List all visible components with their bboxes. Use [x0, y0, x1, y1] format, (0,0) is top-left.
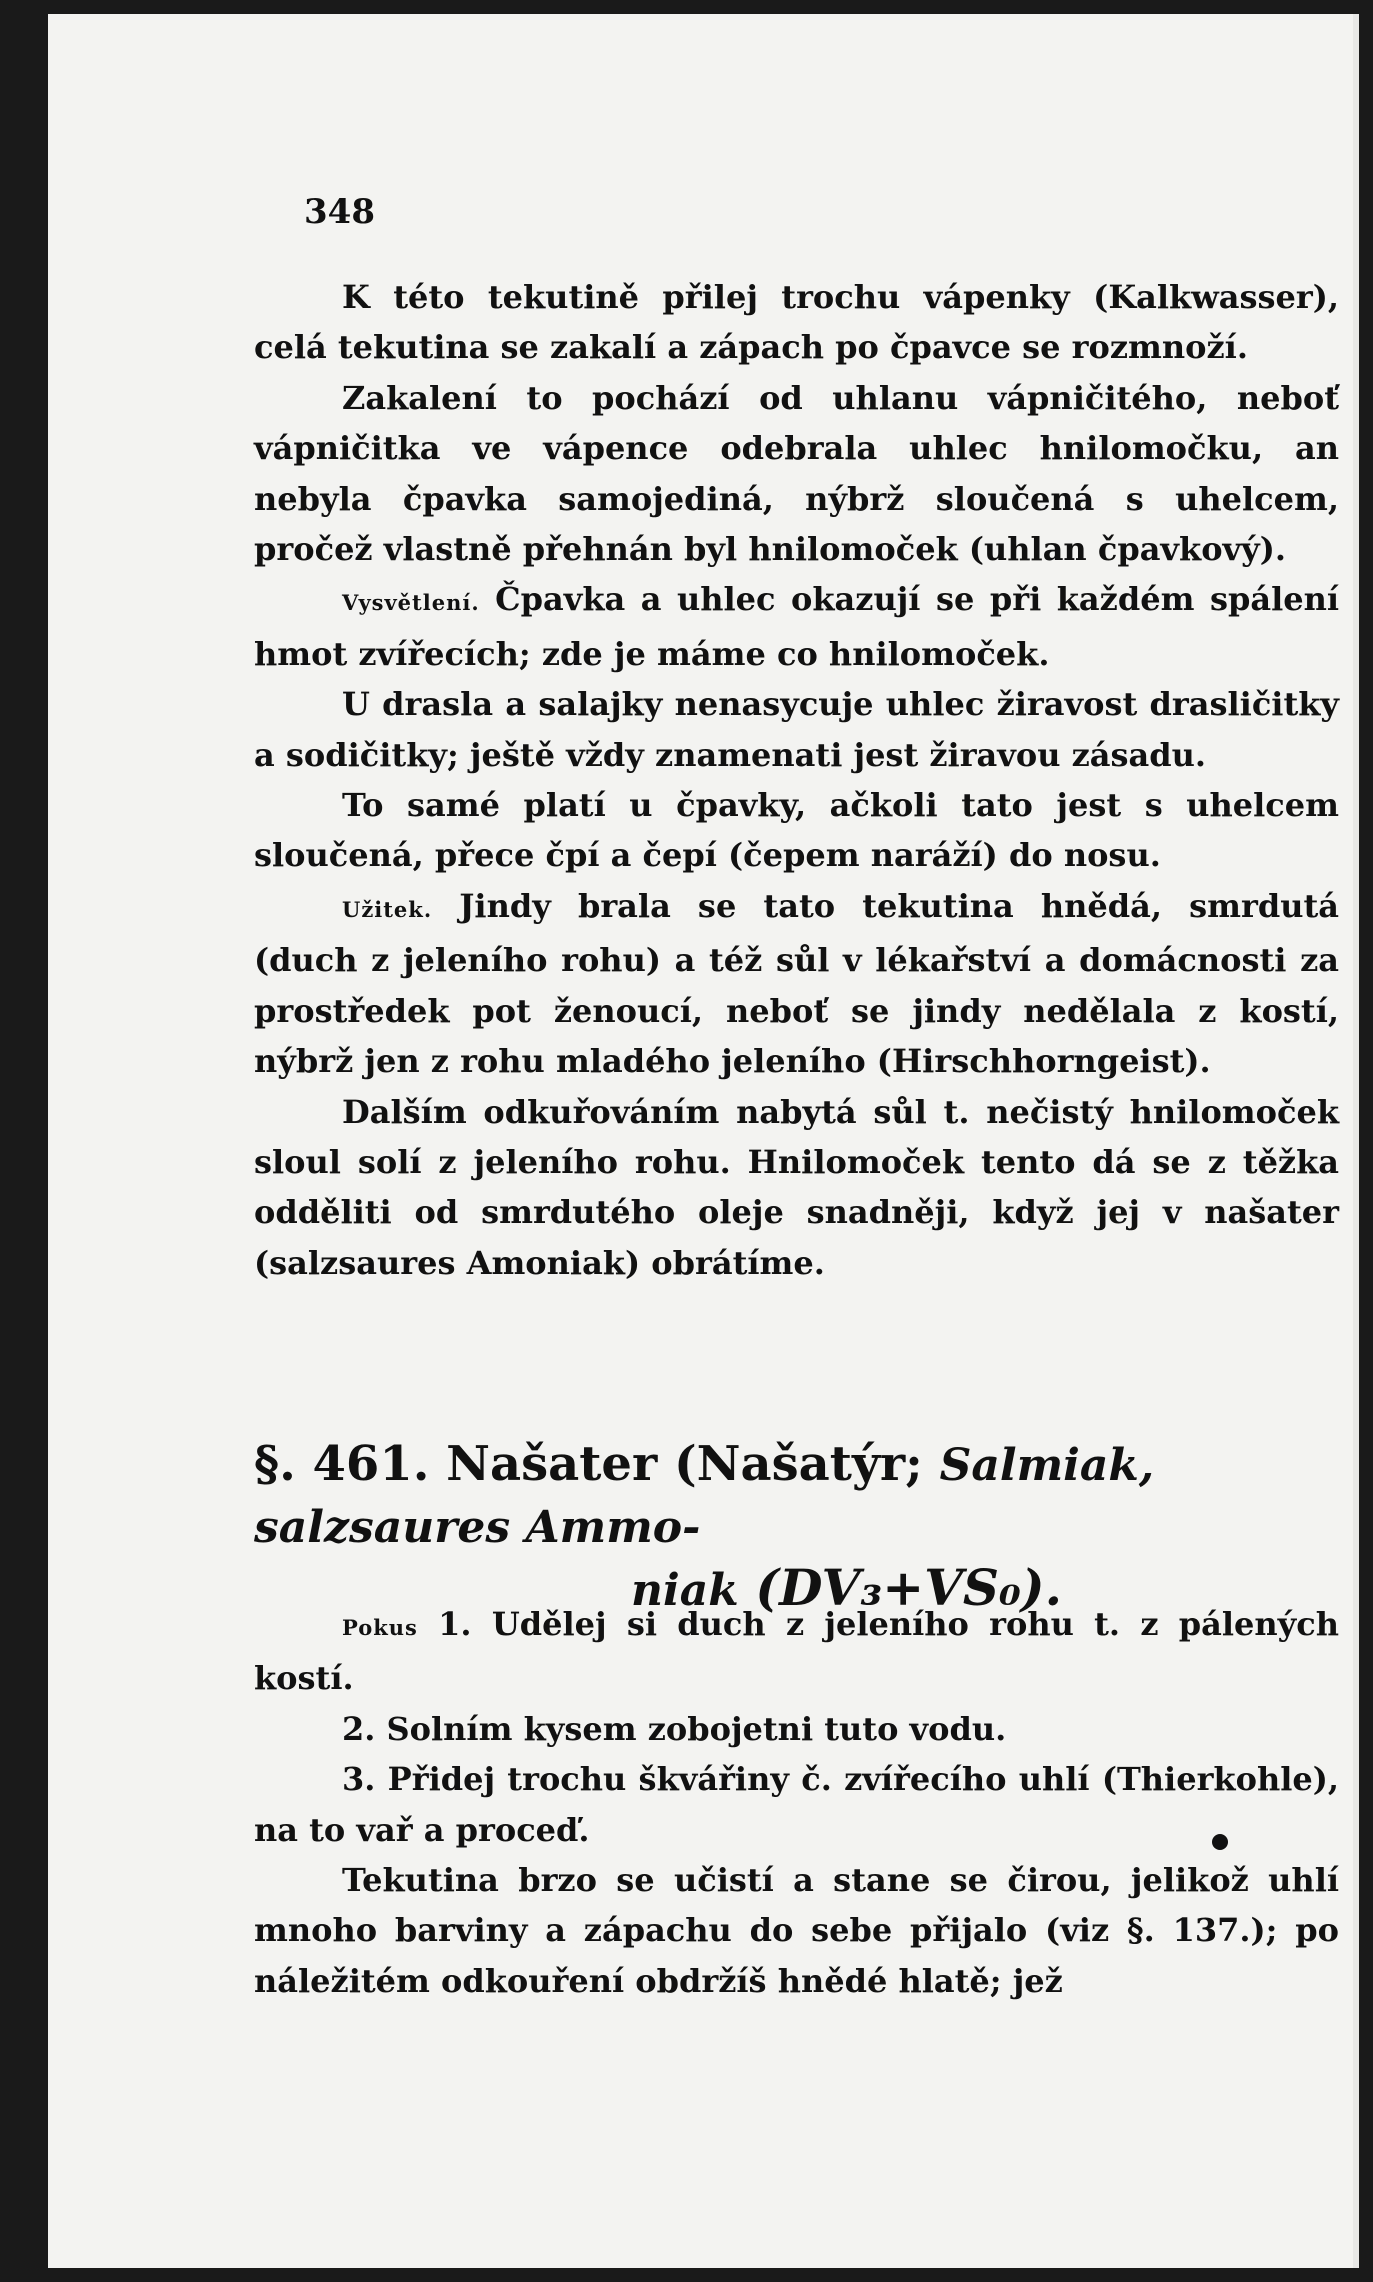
- section-number: §. 461.: [254, 1436, 430, 1492]
- paragraph-uzitek: [254, 881, 1339, 1087]
- vysvetleni-text: Čpavka a uhlec okazují se při každém spálení hmot zvířecích; zde je máme co hnilomoček.: [254, 580, 1340, 673]
- paragraph-vysvetleni: [254, 574, 1339, 679]
- paragraph: To samé platí u čpavky, ačkoli tato jest s uhelcem sloučená, přece čpí a čepí (čepem naráží) do nosu.: [254, 786, 1339, 875]
- section-german: Salmiak, salzsaures Ammo-: [254, 1440, 1155, 1553]
- step: 3. Přidej trochu škvářiny č. zvířecího uhlí (Thierkohle), na to vař a proceď.: [254, 1760, 1339, 1849]
- section-formula: (DV₃+VS₀).: [755, 1558, 1062, 1617]
- paragraph: Zakalení to pochází od uhlanu vápničitého, neboť vápničitka ve vápence odebrala uhlec hnilomočku, an nebyla čpavka samojediná, nýbrž sloučená s uhelcem, pročež vlastně přehnán byl hnilomoček (uhlan čpavkový).: [254, 378, 1339, 569]
- book-page: [48, 14, 1359, 2268]
- paragraph: K této tekutině přilej trochu vápenky (Kalkwasser), celá tekutina se zakalí a zápach po čpavce se rozmnoží.: [254, 278, 1339, 367]
- uzitek-text: Jindy brala se tato tekutina hnědá, smrdutá (duch z jeleního rohu) a též sůl v lékařství a domácnosti za prostředek pot ženoucí, neboť se jindy nedělala z kostí, nýbrž jen z rohu mladého jeleního (Hirschhorngeist).: [254, 886, 1340, 1081]
- text-block-upper: [254, 272, 1339, 1288]
- step: 2. Solním kysem zobojetni tuto vodu.: [342, 1709, 1007, 1748]
- section-german-cont: niak: [630, 1565, 739, 1616]
- text-block-lower: [254, 1599, 1339, 2006]
- paragraph: U drasla a salajky nenasycuje uhlec žiravost drasličitky a sodičitky; ještě vždy znamenati jest žiravou zásadu.: [254, 685, 1339, 774]
- section-title: Našater (Našatýr;: [446, 1436, 923, 1492]
- pokus-label: Pokus: [342, 1615, 418, 1640]
- step: 1. Udělej si duch z jeleního rohu t. z pálených kostí.: [254, 1605, 1340, 1698]
- paragraph: Dalším odkuřováním nabytá sůl t. nečistý hnilomoček sloul solí z jeleního rohu. Hnilomoček tento dá se z těžka odděliti od smrdutého oleje snadněji, když jej v našater (salzsaures Amoniak) obrátíme.: [254, 1092, 1339, 1282]
- section-heading: [254, 1434, 1339, 1621]
- page-number: 348: [304, 192, 375, 232]
- ink-dot: [1212, 1834, 1228, 1850]
- vysvetleni-label: Vysvětlení.: [342, 590, 480, 616]
- paragraph-pokus: [254, 1599, 1339, 1704]
- paragraph: Tekutina brzo se učistí a stane se čirou, jelikož uhlí mnoho barviny a zápachu do sebe přijalo (viz §. 137.); po náležitém odkouření obdržíš hnědé hlatě; jež: [254, 1861, 1339, 2000]
- uzitek-label: Užitek.: [342, 896, 433, 922]
- heading-line-1: [254, 1434, 1339, 1558]
